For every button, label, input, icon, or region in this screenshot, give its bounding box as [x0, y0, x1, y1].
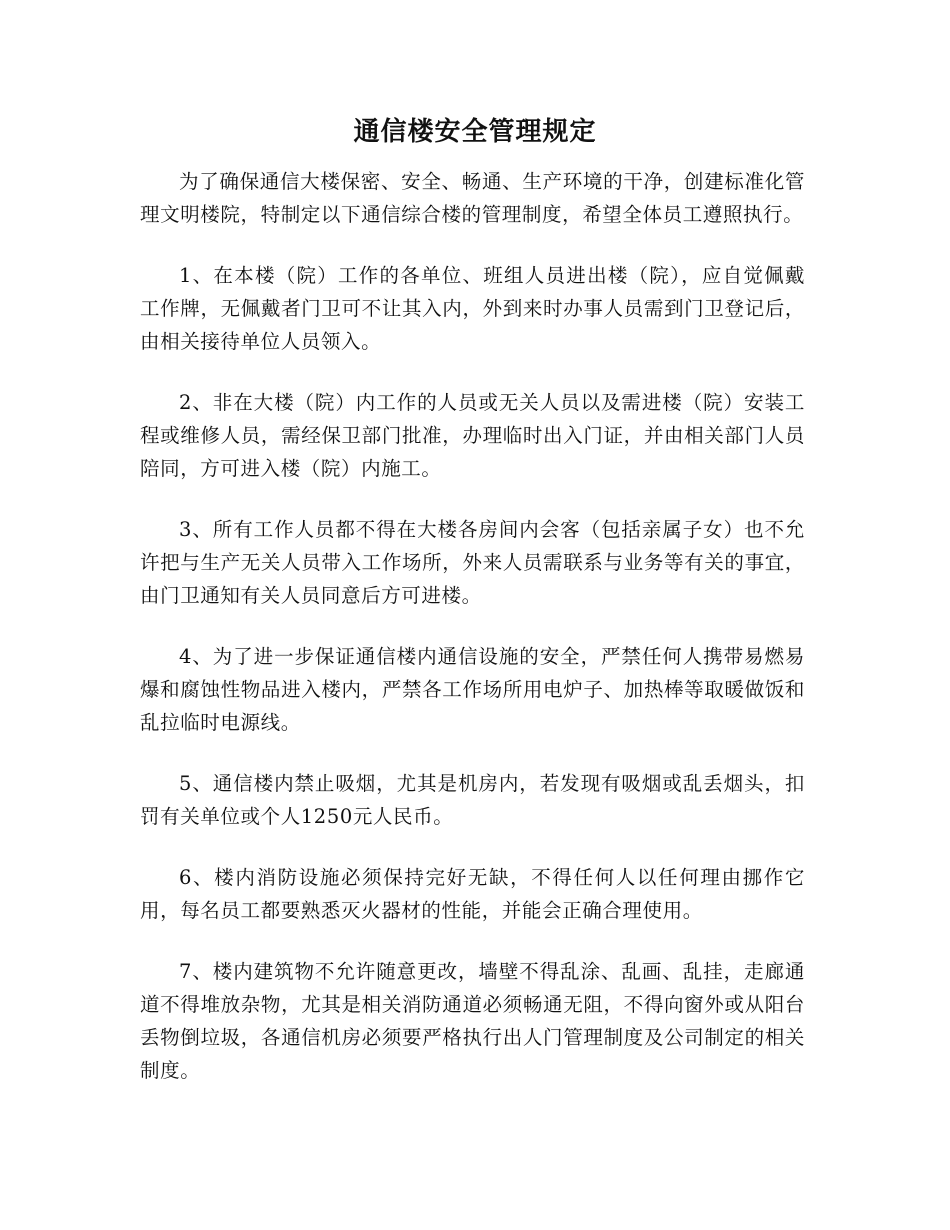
- rule-paragraph-3: 3、所有工作人员都不得在大楼各房间内会客（包括亲属子女）也不允许把与生产无关人员带入工作场所，外来人员需联系与业务等有关的事宜，由门卫通知有关人员同意后方可进楼。: [140, 518, 805, 607]
- rule-paragraph-6: 6、楼内消防设施必须保持完好无缺，不得任何人以任何理由挪作它用，每名员工都要熟悉灭火器材的性能，并能会正确合理使用。: [140, 866, 805, 922]
- document-body: [140, 165, 805, 1115]
- rule-paragraph-5: 5、通信楼内禁止吸烟，尤其是机房内，若发现有吸烟或乱丢烟头，扣罚有关单位或个人1250元人民币。: [140, 772, 805, 828]
- rule-paragraph-1: 1、在本楼（院）工作的各单位、班组人员进出楼（院），应自觉佩戴工作牌，无佩戴者门卫可不让其入内，外到来时办事人员需到门卫登记后，由相关接待单位人员领入。: [140, 264, 805, 353]
- rule-paragraph-7: 7、楼内建筑物不允许随意更改，墙壁不得乱涂、乱画、乱挂，走廊通道不得堆放杂物，尤其是相关消防通道必须畅通无阻，不得向窗外或从阳台丢物倒垃圾，各通信机房必须要严格执行出人门管理制度及公司制定的相关制度。: [140, 960, 805, 1082]
- rule-paragraph-4: 4、为了进一步保证通信楼内通信设施的安全，严禁任何人携带易燃易爆和腐蚀性物品进入楼内，严禁各工作场所用电炉子、加热棒等取暖做饭和乱拉临时电源线。: [140, 645, 805, 734]
- intro-paragraph: 为了确保通信大楼保密、安全、畅通、生产环境的干净，创建标准化管理文明楼院，特制定以下通信综合楼的管理制度，希望全体员工遵照执行。: [140, 170, 805, 226]
- rule-paragraph-2: 2、非在大楼（院）内工作的人员或无关人员以及需进楼（院）安装工程或维修人员，需经保卫部门批准，办理临时出入门证，并由相关部门人员陪同，方可进入楼（院）内施工。: [140, 391, 805, 480]
- document-title: 通信楼安全管理规定: [353, 117, 597, 147]
